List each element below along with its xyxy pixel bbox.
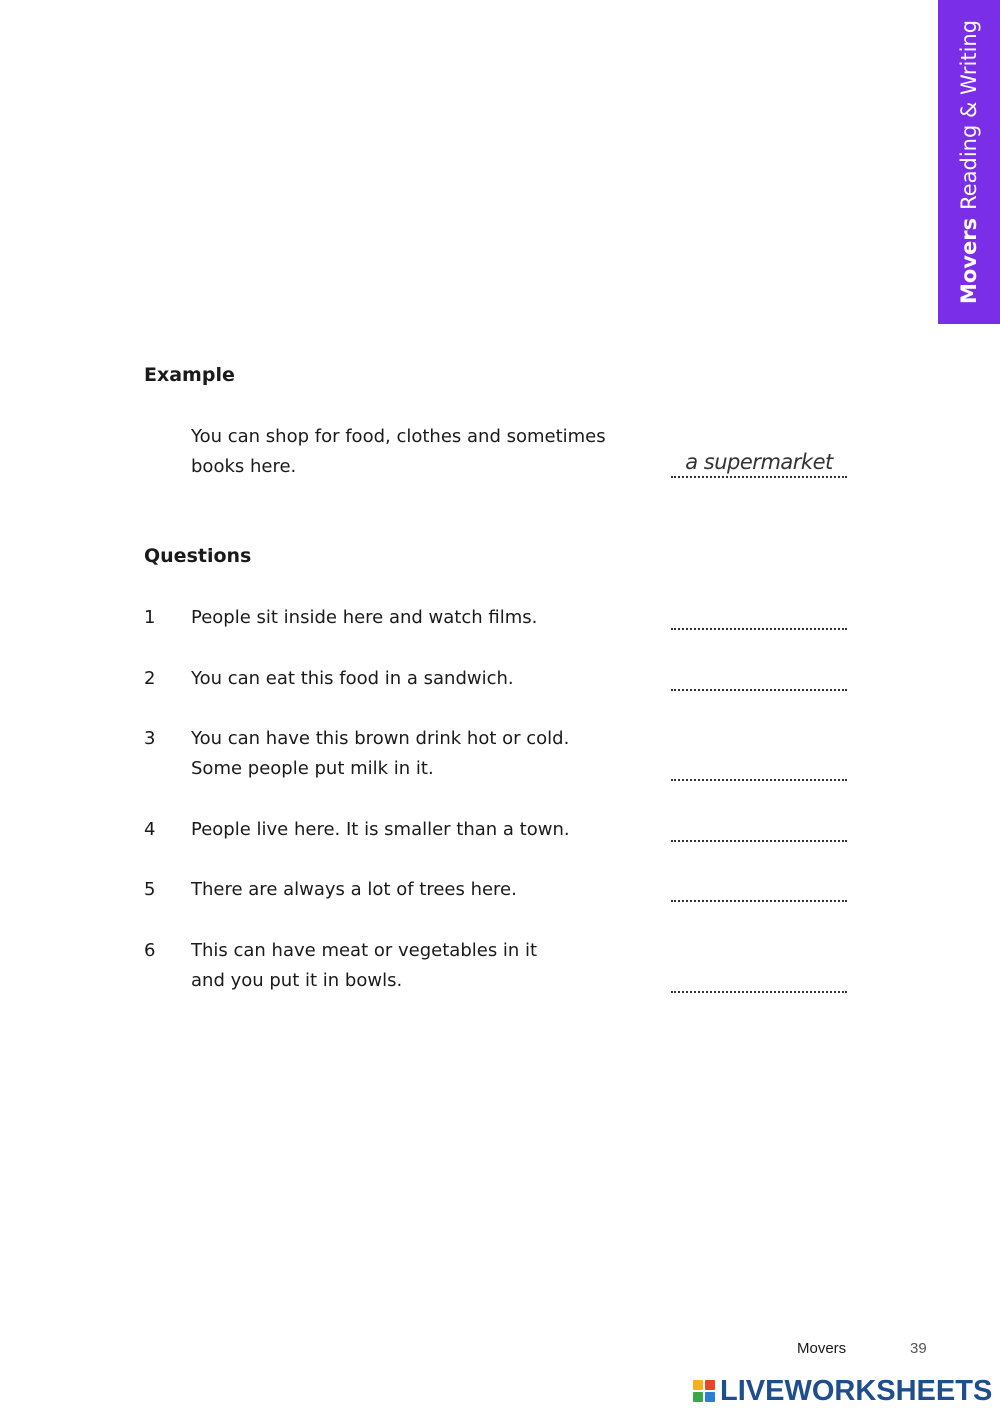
question-6-line-1: This can have meat or vegetables in it [191, 940, 538, 961]
question-6-text [191, 936, 651, 996]
question-4-answer-input[interactable] [671, 818, 847, 842]
question-3-line-1: You can have this brown drink hot or cold. [191, 728, 570, 749]
question-2-text: You can eat this food in a sandwich. [191, 668, 514, 689]
footer-label: Movers [797, 1340, 847, 1357]
example-answer: a supermarket [685, 450, 833, 474]
question-3-line-2: Some people put milk in it. [191, 758, 434, 779]
side-tab-text [957, 20, 981, 304]
side-tab-section: Reading & Writing [957, 19, 981, 210]
question-5-text: There are always a lot of trees here. [191, 879, 517, 900]
example-line-1: You can shop for food, clothes and sometimes [191, 426, 606, 447]
question-3-text [191, 724, 651, 784]
question-1-answer-input[interactable] [671, 606, 847, 630]
question-3-number: 3 [144, 728, 156, 749]
question-5-number: 5 [144, 879, 156, 900]
page-number: 39 [910, 1340, 927, 1357]
example-answer-field [671, 450, 847, 478]
liveworksheets-wordmark: LIVEWORKSHEETS [720, 1374, 993, 1407]
example-heading: Example [144, 364, 235, 386]
liveworksheets-logo[interactable] [693, 1376, 992, 1406]
questions-heading: Questions [144, 545, 252, 567]
question-4-number: 4 [144, 819, 156, 840]
side-tab-level: Movers [957, 217, 981, 305]
question-2-answer-input[interactable] [671, 667, 847, 691]
question-3-answer-input[interactable] [671, 757, 847, 781]
question-6-line-2: and you put it in bowls. [191, 970, 403, 991]
question-1-text: People sit inside here and watch films. [191, 607, 538, 628]
question-6-number: 6 [144, 940, 156, 961]
example-text [191, 422, 651, 482]
example-line-2: books here. [191, 456, 297, 477]
question-4-text: People live here. It is smaller than a town. [191, 819, 570, 840]
question-5-answer-input[interactable] [671, 878, 847, 902]
side-tab [938, 0, 1000, 324]
question-2-number: 2 [144, 668, 156, 689]
question-1-number: 1 [144, 607, 156, 628]
question-6-answer-input[interactable] [671, 969, 847, 993]
liveworksheets-grid-icon [693, 1380, 715, 1402]
